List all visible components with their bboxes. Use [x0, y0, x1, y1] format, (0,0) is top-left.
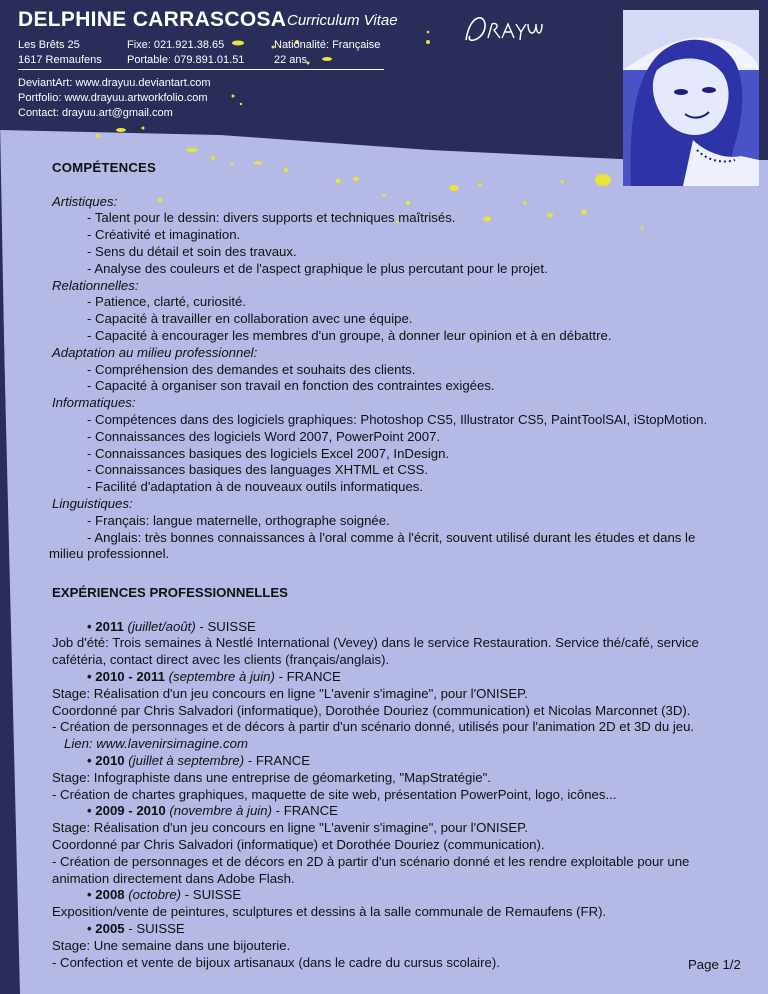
nationality: Nationalité: Française [274, 39, 381, 51]
portfolio-link[interactable]: Portfolio: www.drayuu.artworkfolio.com [18, 92, 208, 104]
skill-item: - Patience, clarté, curiosité. [87, 294, 247, 310]
skill-item: - Connaissances des logiciels Word 2007, PowerPoint 2007. [87, 428, 441, 444]
address-city: 1617 Remaufens [18, 54, 102, 66]
experience-line: - Création de chartes graphiques, maquette de site web, présentation PowerPoint, logo, icônes... [52, 786, 617, 802]
phone-mobile: Portable: 079.891.01.51 [127, 54, 245, 66]
phone-fixed: Fixe: 021.921.38.65 [127, 39, 225, 51]
skill-item: - Anglais: très bonnes connaissances à l'oral comme à l'écrit, souvent utilisé durant les études et dans le [87, 529, 696, 545]
experience-entry-heading: • 2009 - 2010 (novembre à juin) - FRANCE [87, 803, 338, 819]
identity-block [274, 38, 380, 68]
skills-artistic-label: Artistiques: [52, 193, 118, 209]
skill-item: - Connaissances basiques des logiciels Excel 2007, InDesign. [87, 445, 450, 461]
deviantart-link[interactable]: DeviantArt: www.drayuu.deviantart.com [18, 77, 211, 89]
skills-adaptation-label: Adaptation au milieu professionnel: [52, 344, 258, 360]
skills-it-label: Informatiques: [52, 395, 136, 411]
address-block [18, 38, 102, 68]
skill-item: - Connaissances basiques des languages XHTML et CSS. [87, 462, 429, 478]
skills-lang-label: Linguistiques: [52, 495, 133, 511]
experience-line: Job d'été: Trois semaines à Nestlé International (Vevey) dans le service Restauration. Service thé/café, service [52, 635, 699, 651]
experience-line: - Confection et vente de bijoux artisanaux (dans le cadre du cursus scolaire). [52, 954, 500, 970]
experience-line: Exposition/vente de peintures, sculptures et dessins à la salle communale de Remaufens (FR). [52, 904, 607, 920]
experience-line: Coordonné par Chris Salvadori (informatique) et Dorothée Douriez (communication). [52, 836, 545, 852]
experience-line: - Création de personnages et de décors à partir d'un scénario donné, utilisés pour l'animation 2D et 3D du jeu. [52, 719, 695, 735]
skill-item: - Capacité à encourager les membres d'un groupe, à donner leur opinion et à en débattre. [87, 327, 612, 343]
skills-relational-label: Relationnelles: [52, 277, 139, 293]
skill-item: - Sens du détail et soin des travaux. [87, 243, 297, 259]
signature-logo [462, 14, 544, 44]
experience-section [52, 585, 757, 971]
experience-title: EXPÉRIENCES PROFESSIONNELLES [52, 585, 288, 600]
experience-line: cafétéria, contact direct avec les clients (français/anglais). [52, 652, 390, 668]
experience-line: Stage: Réalisation d'un jeu concours en ligne "L'avenir s'imagine", pour l'ONISEP. [52, 820, 528, 836]
candidate-name: DELPHINE CARRASCOSA [18, 8, 287, 31]
skill-item: - Capacité à organiser son travail en fonction des contraintes exigées. [87, 378, 495, 394]
experience-entry-heading: • 2010 (juillet à septembre) - FRANCE [87, 752, 311, 768]
skill-item: - Français: langue maternelle, orthographe soignée. [87, 512, 390, 528]
phone-block [127, 38, 244, 68]
experience-line: - Création de personnages et de décors en 2D à partir d'un scénario donné et les rendre exploitable pour une [52, 853, 690, 869]
contact-email[interactable]: Contact: drayuu.art@gmail.com [18, 107, 173, 119]
experience-line: Stage: Infographiste dans une entreprise de géomarketing, "MapStratégie". [52, 769, 491, 785]
online-links [18, 76, 211, 121]
skill-item: - Compréhension des demandes et souhaits des clients. [87, 361, 416, 377]
experience-line: Stage: Une semaine dans une bijouterie. [52, 937, 291, 953]
document-subtitle: Curriculum Vitae [287, 12, 398, 29]
page-number: Page 1/2 [688, 957, 741, 972]
skill-item-continued: milieu professionnel. [49, 546, 170, 562]
skills-title: COMPÉTENCES [52, 160, 157, 175]
experience-line: Stage: Réalisation d'un jeu concours en ligne "L'avenir s'imagine", pour l'ONISEP. [52, 685, 528, 701]
experience-entry-heading: • 2011 (juillet/août) - SUISSE [87, 618, 256, 634]
skill-item: - Créativité et imagination. [87, 227, 241, 243]
skill-item: - Talent pour le dessin: divers supports et techniques maîtrisés. [87, 210, 456, 226]
header-divider [18, 69, 384, 70]
skill-item: - Capacité à travailler en collaboration avec une équipe. [87, 311, 413, 327]
skills-section [49, 160, 757, 563]
skill-item: - Facilité d'adaptation à de nouveaux outils informatiques. [87, 479, 424, 495]
experience-line: animation directement dans Adobe Flash. [52, 870, 295, 886]
project-link[interactable]: Lien: www.lavenirsimagine.com [64, 736, 248, 752]
experience-entry-heading: • 2005 - SUISSE [87, 920, 185, 936]
experience-entry-heading: • 2008 (octobre) - SUISSE [87, 887, 242, 903]
age: 22 ans [274, 54, 308, 66]
experience-entry-heading: • 2010 - 2011 (septembre à juin) - FRANCE [87, 668, 341, 684]
skill-item: - Analyse des couleurs et de l'aspect graphique le plus percutant pour le projet. [87, 260, 548, 276]
skill-item: - Compétences dans des logiciels graphiques: Photoshop CS5, Illustrator CS5, PaintToolSAI, iStopMotion. [87, 411, 708, 427]
experience-line: Coordonné par Chris Salvadori (informatique), Dorothée Douriez (communication) et Nicolas Marconnet (3D). [52, 702, 691, 718]
address-street: Les Brêts 25 [18, 39, 80, 51]
